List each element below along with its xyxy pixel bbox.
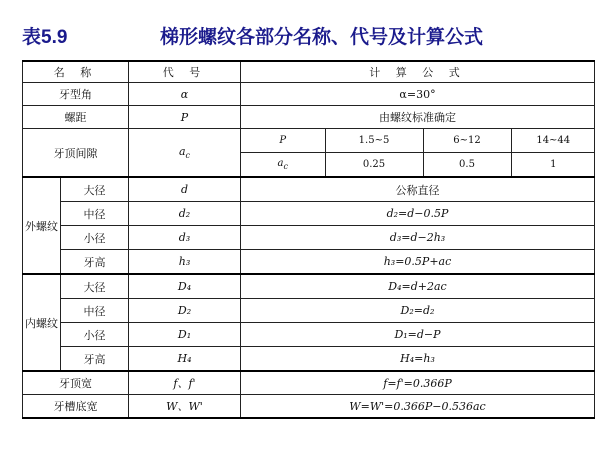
row-code: $a_c$: [129, 129, 241, 178]
ac-value: 1: [550, 159, 557, 170]
header-name: 名 称: [23, 61, 129, 83]
row-code: d₂: [129, 202, 241, 226]
row-code: P: [129, 106, 241, 129]
row-name: 中径: [61, 202, 129, 226]
clearance-subtable: [241, 129, 595, 176]
row-formula: 公称直径: [241, 177, 595, 202]
table-header-row: [23, 61, 595, 83]
table-row: [23, 395, 595, 419]
table-row: [23, 202, 595, 226]
group-internal: 内螺纹: [23, 274, 61, 371]
table-row: [23, 274, 595, 299]
table-row: [23, 299, 595, 323]
table-row: [23, 106, 595, 129]
row-formula: 由螺纹标准确定: [241, 106, 595, 129]
p-value: 6~12: [423, 129, 511, 153]
row-formula: H₄=h₃: [241, 347, 595, 372]
row-code: d: [129, 177, 241, 202]
page-title: 梯形螺纹各部分名称、代号及计算公式: [160, 26, 484, 48]
row-name: 牙顶间隙: [23, 129, 129, 178]
header-code: 代 号: [129, 61, 241, 83]
table-row: [23, 323, 595, 347]
row-formula: f=f'=0.366P: [241, 371, 595, 395]
row-name: 牙槽底宽: [23, 395, 129, 419]
row-formula: d₂=d−0.5P: [241, 202, 595, 226]
table-row: [23, 371, 595, 395]
thread-formula-table: [22, 60, 595, 419]
row-formula: D₁=d−P: [241, 323, 595, 347]
ac-value: 0.25: [325, 153, 423, 177]
clearance-subtable-cell: [241, 129, 595, 178]
p-value: 14~44: [511, 129, 595, 153]
row-name: 牙顶宽: [23, 371, 129, 395]
ac-value: 0.5: [423, 153, 511, 177]
row-code: h₃: [129, 250, 241, 275]
row-name: 小径: [61, 323, 129, 347]
table-row: [23, 226, 595, 250]
table-row: [23, 250, 595, 275]
row-code: α: [129, 83, 241, 106]
row-formula: D₂=d₂: [241, 299, 595, 323]
row-code: D₄: [129, 274, 241, 299]
row-name: 大径: [61, 274, 129, 299]
row-formula: h₃=0.5P+ac: [241, 250, 595, 275]
row-code: d₃: [129, 226, 241, 250]
row-formula: d₃=d−2h₃: [241, 226, 595, 250]
table-row: [23, 129, 595, 178]
row-formula: D₄=d+2ac: [241, 274, 595, 299]
row-name: 牙高: [61, 347, 129, 372]
row-name: 螺距: [23, 106, 129, 129]
row-code: D₁: [129, 323, 241, 347]
row-name: 牙型角: [23, 83, 129, 106]
row-code: H₄: [129, 347, 241, 372]
p-label: P: [241, 129, 325, 153]
row-formula: α=30°: [241, 83, 595, 106]
row-name: 大径: [61, 177, 129, 202]
row-formula: W=W'=0.366P−0.536ac: [241, 395, 595, 419]
row-code: W、W': [129, 395, 241, 419]
group-external: 外螺纹: [23, 177, 61, 274]
row-name: 中径: [61, 299, 129, 323]
table-row: [23, 177, 595, 202]
ac-label: $a_c$: [241, 153, 325, 177]
row-code: f、f': [129, 371, 241, 395]
row-code: D₂: [129, 299, 241, 323]
row-name: 牙高: [61, 250, 129, 275]
p-value: 1.5~5: [325, 129, 423, 153]
table-row: [23, 347, 595, 372]
table-number: 表5.9: [22, 27, 68, 48]
row-name: 小径: [61, 226, 129, 250]
header-formula: 计 算 公 式: [241, 61, 595, 83]
table-row: [23, 83, 595, 106]
